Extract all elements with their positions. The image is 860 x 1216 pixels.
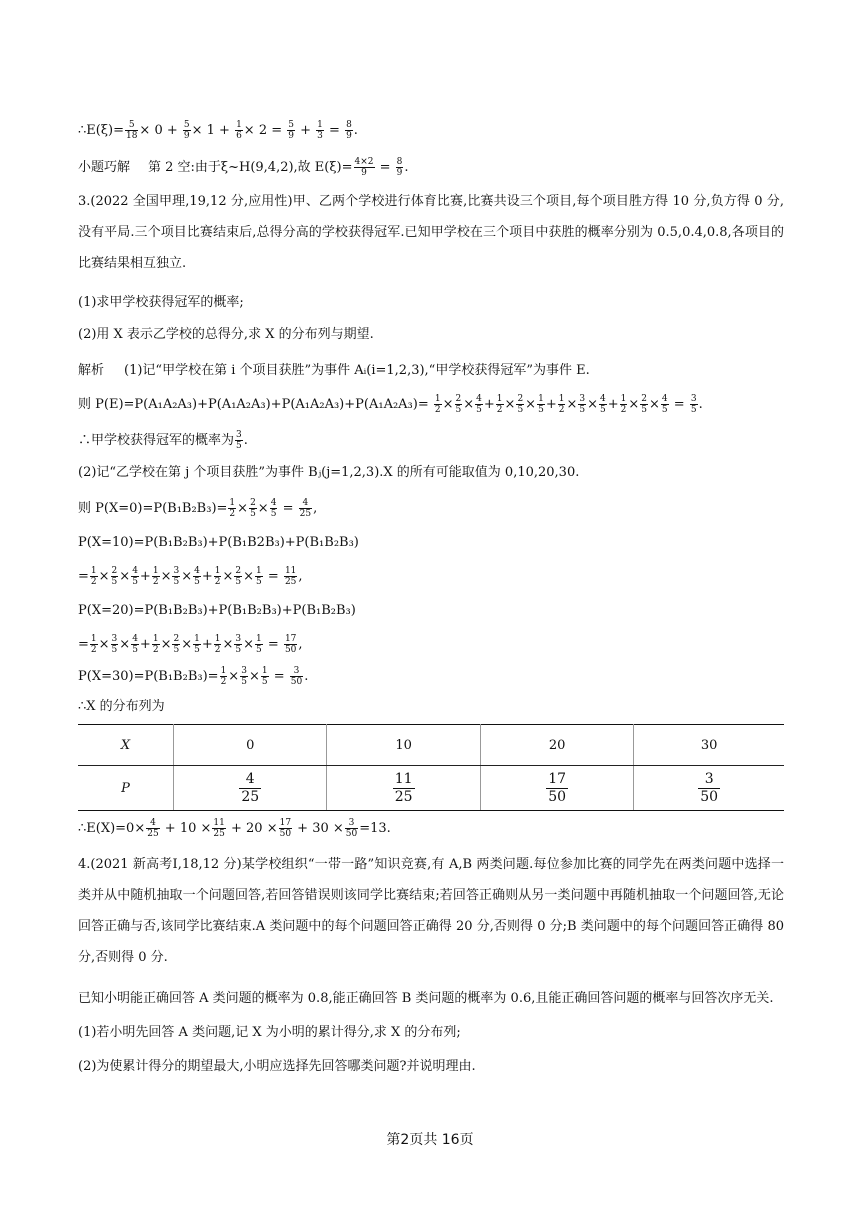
table-cell: 20 [480,725,633,766]
table-cell: P [78,766,174,811]
solution-line-10: P(X=30)=P(B₁B₂B₃)= $\frac{1}{2}$ × $\frac{3}{5}$ × $\frac{1}{5}$ = $\frac{3}{50}$ . [78,666,309,687]
table-cell: 30 [634,725,784,766]
table-cell: 10 [327,725,480,766]
solution-line-6: P(X=10)=P(B₁B₂B₃)+P(B₁B2B₃)+P(B₁B₂B₃) [78,535,359,550]
fraction: $\frac{4}{25}$ [299,498,312,519]
distribution-table [78,724,784,811]
solution-line-2: 则 P(E)=P(A₁A₂A₃)+P(A₁A₂A₃)+P(A₁A₂A₃)+P(A₁A₂A₃)= $\frac{1}{2}$ × $\frac{2}{5}$ × $\frac{4}{5}$ + $\frac{1}{2}$ × $\frac{2}{5}$ × $\frac{1}{5}$ + $\frac{1}{2}$ × $\frac{3}{5}$ × $\frac{4}{5}$ + $\frac{1}{2}$ × $\frac{2}{5}$ × $\frac{4}{5}$ = $\frac{3}{5}$ . [78,394,703,415]
fraction: $\frac{11}{25}$ [284,566,297,587]
fraction: $\frac{3}{50}$ [290,666,303,687]
table-row [78,766,784,811]
solution-line-4: (2)记“乙学校在第 j 个项目获胜”为事件 Bⱼ(j=1,2,3).X 的所有可能取值为 0,10,20,30. [78,465,580,480]
fraction: $\frac{1}{3}$ [317,120,323,141]
question-3-part-1: (1)求甲学校获得冠军的概率; [78,295,244,310]
fraction: $\frac{5}{9}$ [288,120,294,141]
expectation-line-1: ∴E(ξ)= $\frac{5}{18}$ × 0 + $\frac{5}{9}$ × 1 + $\frac{1}{6}$ × 2 = $\frac{5}{9}$ + $\frac{1}{3}$ = $\frac{8}{9}$ . [78,120,358,141]
page-footer: 第2页共 16页 [386,1132,474,1148]
expectation-prefix: ∴E(ξ)= [78,123,124,138]
table-row [78,725,784,766]
table-cell: $\frac{4}{25}$ [174,766,327,811]
table-cell: $\frac{3}{50}$ [634,766,784,811]
question-4-condition: 已知小明能正确回答 A 类问题的概率为 0.8,能正确回答 B 类问题的概率为 0.6,且能正确回答问题的概率与回答次序无关. [78,991,774,1006]
solution-line-5: 则 P(X=0)=P(B₁B₂B₃)= $\frac{1}{2}$ × $\frac{2}{5}$ × $\frac{4}{5}$ = $\frac{4}{25}$ , [78,498,318,519]
solution-line-12: ∴E(X)=0× $\frac{4}{25}$ + 10 × $\frac{11}{25}$ + 20 × $\frac{17}{50}$ + 30 × $\frac{3}{50}$ =13. [78,818,391,839]
quick-solution-label: 小题巧解 [78,160,131,175]
solution-line-9: = $\frac{1}{2}$ × $\frac{3}{5}$ × $\frac{4}{5}$ + $\frac{1}{2}$ × $\frac{2}{5}$ × $\frac{1}{5}$ + $\frac{1}{2}$ × $\frac{3}{5}$ × $\frac{1}{5}$ = $\frac{17}{50}$ , [78,634,303,655]
fraction: $\frac{1}{6}$ [236,120,242,141]
question-4-stem: 4.(2021 新高考Ⅰ,18,12 分)某学校组织“一带一路”知识竞赛,有 A,B 两类问题.每位参加比赛的同学先在两类问题中选择一类并从中随机抽取一个问题回答,若回答错误则该同学比赛结束;若回答正确则从另一类问题中再随机抽取一个问题回答,无论回答正确与否,该同学比赛结束.A 类问题中的每个问题回答正确得 20 分,否则得 0 分;B 类问题中的每个问题回答正确得 80 分,否则得 0 分. [78,857,784,965]
table-cell: X [78,725,174,766]
fraction: $\frac{4\times 2}{9}$ [354,157,374,178]
fraction: $\frac{8}{9}$ [396,157,403,178]
quick-solution-line: 小题巧解 第 2 空:由于ξ~H(9,4,2),故 E(ξ)= $\frac{4\times 2}{9}$ = $\frac{8}{9}$ . [78,157,409,178]
fraction: $\frac{5}{18}$ [125,120,138,141]
fraction: $\frac{5}{9}$ [183,120,190,141]
question-4-part-1: (1)若小明先回答 A 类问题,记 X 为小明的累计得分,求 X 的分布列; [78,1025,461,1040]
table-cell: $\frac{17}{50}$ [480,766,633,811]
solution-line-7: = $\frac{1}{2}$ × $\frac{2}{5}$ × $\frac{4}{5}$ + $\frac{1}{2}$ × $\frac{3}{5}$ × $\frac{4}{5}$ + $\frac{1}{2}$ × $\frac{2}{5}$ × $\frac{1}{5}$ = $\frac{11}{25}$ , [78,566,303,587]
solution-line-11: ∴X 的分布列为 [78,699,165,714]
solution-line-3: ∴甲学校获得冠军的概率为 $\frac{3}{5}$ . [78,430,248,451]
fraction: $\frac{3}{5}$ [236,430,242,451]
table-cell: $\frac{11}{25}$ [327,766,480,811]
question-4-part-2: (2)为使累计得分的期望最大,小明应选择先回答哪类问题?并说明理由. [78,1059,476,1074]
question-3-stem: 3.(2022 全国甲理,19,12 分,应用性)甲、乙两个学校进行体育比赛,比赛共设三个项目,每个项目胜方得 10 分,负方得 0 分,没有平局.三个项目比赛结束后,总得分高的学校获得冠军.已知甲学校在三个项目中获胜的概率分别为 0.5,0.4,0.8,各项目的比赛结果相互独立. [78,194,784,271]
table-cell: 0 [174,725,327,766]
solution-label: 解析 [78,363,105,378]
fraction: $\frac{8}{9}$ [346,120,352,141]
fraction: $\frac{17}{50}$ [284,634,297,655]
solution-line-8: P(X=20)=P(B₁B₂B₃)+P(B₁B₂B₃)+P(B₁B₂B₃) [78,603,356,618]
solution-line-1: 解析 (1)记“甲学校在第 i 个项目获胜”为事件 Aᵢ(i=1,2,3),“甲学校获得冠军”为事件 E. [78,363,590,378]
question-3-part-2: (2)用 X 表示乙学校的总得分,求 X 的分布列与期望. [78,327,374,342]
